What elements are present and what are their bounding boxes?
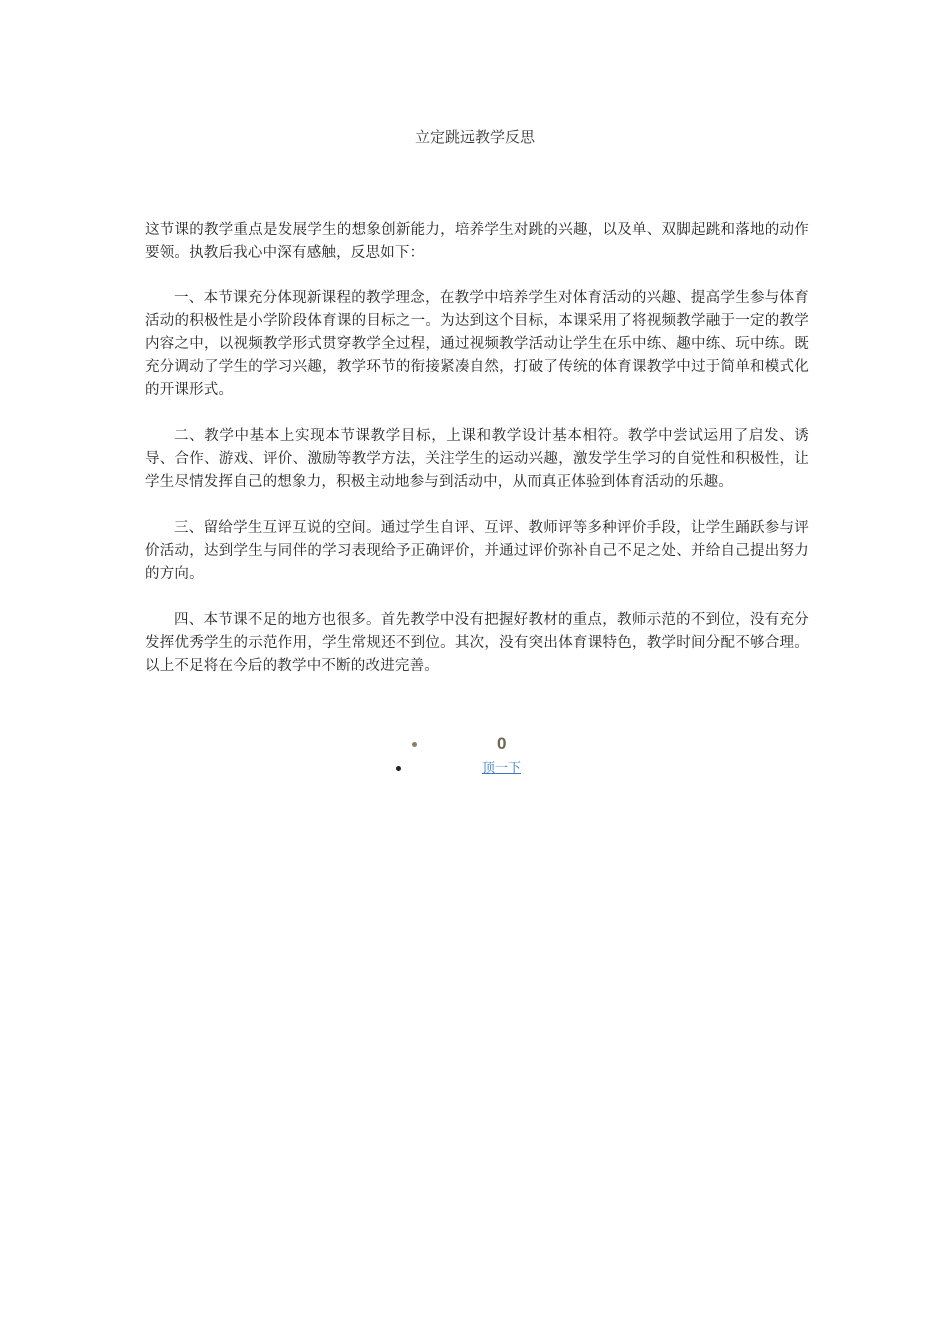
document-title: 立定跳远教学反思: [414, 128, 535, 146]
bullet-icon: [412, 742, 417, 747]
vote-count: 0: [497, 734, 507, 753]
bullet-icon: [396, 766, 401, 771]
paragraph-point-1: 一、本节课充分体现新课程的教学理念，在教学中培养学生对体育活动的兴趣、提高学生参与体育活动的积极性是小学阶段体育课的目标之一。为达到这个目标，本课采用了将视频教学融于一定的教学内容之中，以视频教学形式贯穿教学全过程，通过视频教学活动让学生在乐中练、趣中练、玩中练。既充分调动了学生的学习兴趣，教学环节的衔接紧凑自然，打破了传统的体育课教学中过于简单和模式化的开课形式。: [145, 290, 809, 398]
document-body: [145, 219, 809, 701]
paragraph-point-2: 二、教学中基本上实现本节课教学目标，上课和教学设计基本相符。教学中尝试运用了启发、诱导、合作、游戏、评价、激励等教学方法，关注学生的运动兴趣，激发学生学习的自觉性和积极性，让学生尽情发挥自己的想象力，积极主动地参与到活动中，从而真正体验到体育活动的乐趣。: [145, 428, 809, 490]
paragraph-intro: 这节课的教学重点是发展学生的想象创新能力，培养学生对跳的兴趣，以及单、双脚起跳和落地的动作要领。执教后我心中深有感触，反思如下：: [145, 222, 809, 261]
paragraph-point-4: 四、本节课不足的地方也很多。首先教学中没有把握好教材的重点，教师示范的不到位，没有充分发挥优秀学生的示范作用，学生常规还不到位。其次，没有突出体育课特色，教学时间分配不够合理。以上不足将在今后的教学中不断的改进完善。: [145, 612, 809, 674]
vote-count-row: [404, 734, 604, 754]
top-link-row: [396, 760, 596, 778]
paragraph-point-3: 三、留给学生互评互说的空间。通过学生自评、互评、教师评等多种评价手段，让学生踊跃参与评价活动，达到学生与同伴的学习表现给予正确评价，并通过评价弥补自己不足之处、并给自己提出努力的方向。: [145, 520, 809, 582]
upvote-link[interactable]: 顶一下: [482, 761, 522, 776]
